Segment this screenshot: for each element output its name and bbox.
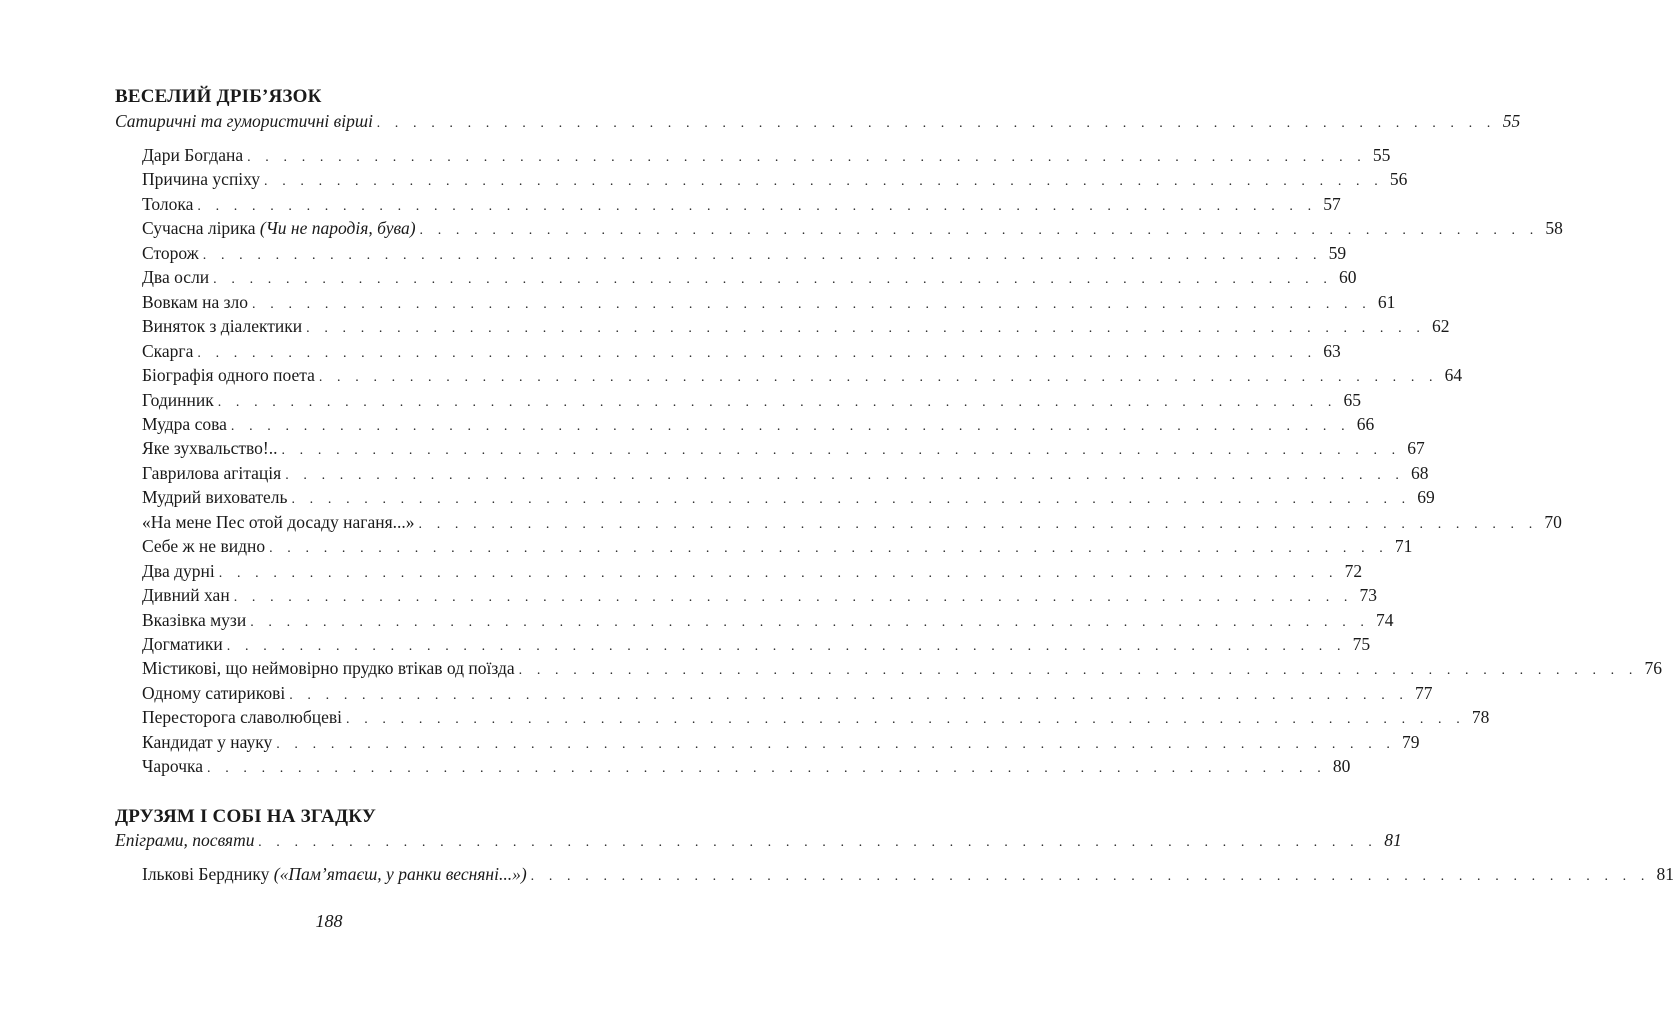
- dot-leader: . . . . . . . . . . . . . . . . . . . . . . . . . . . . . . . . . . . . . . . . . . . . . . . . . . . . . . . . . . . . . .: [264, 174, 1384, 190]
- dot-leader: . . . . . . . . . . . . . . . . . . . . . . . . . . . . . . . . . . . . . . . . . . . . . . . . . . . . . . . . . . . . . .: [530, 869, 1650, 884]
- entry-title: Два осли: [142, 267, 210, 288]
- dot-leader: . . . . . . . . . . . . . . . . . . . . . . . . . . . . . . . . . . . . . . . . . . . . . . . . . . . . . . . . . . . . . .: [269, 541, 1389, 557]
- page-ref: 67: [1407, 438, 1425, 459]
- page-ref: 60: [1338, 267, 1357, 288]
- page-ref: 66: [1356, 413, 1375, 434]
- toc-entry: [142, 242, 1347, 267]
- section-title-cheerful-trifle: ВЕСЕЛИЙ ДРІБ’ЯЗОК: [115, 86, 322, 107]
- page-ref: 55: [1372, 145, 1391, 165]
- toc-entry: [142, 536, 1413, 560]
- dot-leader: . . . . . . . . . . . . . . . . . . . . . . . . . . . . . . . . . . . . . . . . . . . . . . . . . . . . . . . . . . . . . .: [197, 345, 1317, 361]
- entry-title: Годинник: [142, 389, 214, 410]
- toc-entry: [142, 511, 1562, 536]
- toc-entry: [142, 291, 1396, 316]
- entry-note: («Пам’ятаєш, у ранки весняні...»): [273, 864, 527, 884]
- toc-entry: [142, 585, 1378, 609]
- toc-entry: [142, 756, 1351, 780]
- dot-leader: . . . . . . . . . . . . . . . . . . . . . . . . . . . . . . . . . . . . . . . . . . . . . . . . . . . . . . . . . . . . . .: [247, 150, 1367, 165]
- toc-entry: [142, 193, 1341, 218]
- entry-title: Вказівка музи: [142, 609, 247, 630]
- page-number: 188: [315, 911, 343, 931]
- entry-note: (Чи не пародія, бува): [259, 218, 416, 239]
- dot-leader: . . . . . . . . . . . . . . . . . . . . . . . . . . . . . . . . . . . . . . . . . . . . . . . . . . . . . . . . . . . . . .: [226, 639, 1347, 654]
- toc-entry: [142, 389, 1362, 414]
- page-ref: 72: [1344, 560, 1363, 581]
- page-ref: 69: [1417, 487, 1435, 508]
- page-ref: 65: [1343, 389, 1362, 410]
- toc-entry: [142, 340, 1341, 365]
- dot-leader: . . . . . . . . . . . . . . . . . . . . . . . . . . . . . . . . . . . . . . . . . . . . . . . . . . . . . . . . . . . . . .: [285, 467, 1405, 483]
- dot-leader: . . . . . . . . . . . . . . . . . . . . . . . . . . . . . . . . . . . . . . . . . . . . . . . . . . . . . . . . . . . . . .: [419, 223, 1539, 239]
- entry-title: Виняток з діалектики: [142, 316, 303, 337]
- entry-title: Кандидат у науку: [142, 731, 273, 752]
- toc-entry: [142, 267, 1357, 291]
- entry-title: Гаврилова агітація: [142, 462, 282, 483]
- toc-entry: [142, 145, 1391, 169]
- dot-leader: . . . . . . . . . . . . . . . . . . . . . . . . . . . . . . . . . . . . . . . . . . . . . . . . . . . . . . . . . . . . . .: [291, 492, 1411, 508]
- entry-title: Вовкам на зло: [142, 291, 249, 312]
- entry-title: Два дурні: [142, 560, 215, 581]
- dot-leader: . . . . . . . . . . . . . . . . . . . . . . . . . . . . . . . . . . . . . . . . . . . . . . . . . . . . . . . . . . . . . .: [230, 418, 1351, 434]
- entry-title: Дари Богдана: [142, 145, 244, 165]
- entry-title: Одному сатирикові: [142, 682, 286, 703]
- dot-leader: . . . . . . . . . . . . . . . . . . . . . . . . . . . . . . . . . . . . . . . . . . . . . . . . . . . . . . . . . . . . . .: [518, 663, 1638, 679]
- dot-leader: . . . . . . . . . . . . . . . . . . . . . . . . . . . . . . . . . . . . . . . . . . . . . . . . . . . . . . . . . . . . . .: [252, 296, 1372, 312]
- page-ref: 71: [1394, 536, 1413, 557]
- page-ref: 78: [1471, 707, 1490, 728]
- page-ref: 62: [1431, 316, 1450, 337]
- subheading-text: Епіграми, посвяти: [115, 830, 255, 850]
- toc-entry: [142, 658, 1662, 682]
- page-ref: 68: [1411, 462, 1429, 483]
- toc-entry: [142, 682, 1433, 707]
- toc-entry: [142, 438, 1425, 462]
- page-ref: 64: [1444, 365, 1463, 386]
- toc-entry: [142, 365, 1463, 389]
- entry-title: Мудра сова: [142, 413, 227, 434]
- dot-leader: . . . . . . . . . . . . . . . . . . . . . . . . . . . . . . . . . . . . . . . . . . . . . . . . . . . . . . . . . . . . . .: [197, 198, 1317, 214]
- dot-leader: . . . . . . . . . . . . . . . . . . . . . . . . . . . . . . . . . . . . . . . . . . . . . . . . . . . . . . . . . . . . . .: [306, 321, 1426, 337]
- page-ref: 56: [1389, 169, 1408, 190]
- entry-title: Причина успіху: [142, 169, 261, 190]
- entry-title: Скарга: [142, 340, 194, 361]
- section-title-for-friends: ДРУЗЯМ І СОБІ НА ЗГАДКУ: [115, 806, 376, 827]
- toc-entry: [142, 634, 1371, 658]
- dot-leader: . . . . . . . . . . . . . . . . . . . . . . . . . . . . . . . . . . . . . . . . . . . . . . . . . . . . . . . . . . . . . .: [218, 565, 1339, 581]
- entry-title: Чарочка: [142, 756, 203, 777]
- toc-entry: [142, 218, 1563, 242]
- dot-leader: . . . . . . . . . . . . . . . . . . . . . . . . . . . . . . . . . . . . . . . . . . . . . . . . . . . . . . . . . . . . . .: [233, 590, 1354, 606]
- page-ref: 75: [1352, 634, 1371, 654]
- entry-title: Себе ж не видно: [142, 536, 266, 557]
- page-ref: 70: [1544, 511, 1562, 532]
- toc-entry: [142, 462, 1429, 487]
- entry-title: Пересторога славолюбцеві: [142, 707, 343, 728]
- page-ref: 74: [1376, 609, 1394, 630]
- toc-entry: [142, 560, 1363, 585]
- dot-leader: . . . . . . . . . . . . . . . . . . . . . . . . . . . . . . . . . . . . . . . . . . . . . . . . . . . . . . . . . . . . . .: [318, 370, 1439, 386]
- subheading-text: Сатиричні та гумористичні вірші: [115, 111, 373, 131]
- page-ref: 57: [1323, 193, 1341, 214]
- entry-title: Сторож: [142, 242, 199, 263]
- entry-title: Дивний хан: [142, 585, 230, 606]
- entry-title: Сучасна лірика (Чи не пародія, бува): [142, 218, 416, 239]
- toc-entry: [142, 316, 1450, 340]
- toc-entry: [142, 707, 1490, 731]
- page-ref: 81: [1656, 864, 1674, 884]
- dot-leader: . . . . . . . . . . . . . . . . . . . . . . . . . . . . . . . . . . . . . . . . . . . . . . . . . . . . . . . . . . . . . .: [376, 116, 1497, 131]
- toc-entry: [142, 731, 1420, 756]
- toc-entry: [142, 413, 1375, 438]
- page-ref: 63: [1323, 340, 1341, 361]
- page-ref: 61: [1377, 291, 1396, 312]
- page-ref: 80: [1332, 756, 1351, 777]
- entry-title: Ількові Берднику («Пам’ятаєш, у ранки весняні...»): [142, 864, 527, 884]
- entry-title: Біографія одного поета: [142, 365, 315, 386]
- dot-leader: . . . . . . . . . . . . . . . . . . . . . . . . . . . . . . . . . . . . . . . . . . . . . . . . . . . . . . . . . . . . . .: [202, 247, 1323, 263]
- page-ref: 76: [1644, 658, 1662, 679]
- entry-title: Мудрий вихователь: [142, 487, 288, 508]
- dot-leader: . . . . . . . . . . . . . . . . . . . . . . . . . . . . . . . . . . . . . . . . . . . . . . . . . . . . . . . . . . . . . .: [346, 712, 1466, 728]
- page-ref: 59: [1328, 242, 1347, 263]
- dot-leader: . . . . . . . . . . . . . . . . . . . . . . . . . . . . . . . . . . . . . . . . . . . . . . . . . . . . . . . . . . . . . .: [250, 614, 1370, 630]
- page-ref: 81: [1384, 830, 1402, 850]
- dot-leader: . . . . . . . . . . . . . . . . . . . . . . . . . . . . . . . . . . . . . . . . . . . . . . . . . . . . . . . . . . . . . .: [207, 761, 1327, 777]
- dot-leader: . . . . . . . . . . . . . . . . . . . . . . . . . . . . . . . . . . . . . . . . . . . . . . . . . . . . . . . . . . . . . .: [258, 835, 1378, 850]
- toc-entry: [142, 487, 1435, 511]
- page-ref: 73: [1359, 585, 1378, 606]
- subheading-satirical-poems: [115, 111, 1521, 135]
- entry-title: «На мене Пес отой досаду наганя...»: [142, 511, 415, 532]
- dot-leader: . . . . . . . . . . . . . . . . . . . . . . . . . . . . . . . . . . . . . . . . . . . . . . . . . . . . . . . . . . . . . .: [276, 736, 1396, 752]
- toc-entry: [142, 609, 1394, 634]
- entry-title: Догматики: [142, 634, 223, 654]
- dot-leader: . . . . . . . . . . . . . . . . . . . . . . . . . . . . . . . . . . . . . . . . . . . . . . . . . . . . . . . . . . . . . .: [217, 394, 1338, 410]
- toc-entry: [142, 169, 1408, 193]
- page-ref: 58: [1545, 218, 1563, 239]
- subheading-epigrams: [115, 830, 1402, 854]
- dot-leader: . . . . . . . . . . . . . . . . . . . . . . . . . . . . . . . . . . . . . . . . . . . . . . . . . . . . . . . . . . . . . .: [289, 687, 1409, 703]
- entry-title: Містикові, що неймовірно прудко втікав од поїзда: [142, 658, 515, 679]
- entry-title: Толока: [142, 193, 194, 214]
- dot-leader: . . . . . . . . . . . . . . . . . . . . . . . . . . . . . . . . . . . . . . . . . . . . . . . . . . . . . . . . . . . . . .: [418, 516, 1538, 532]
- page-ref: 55: [1502, 111, 1521, 131]
- dot-leader: . . . . . . . . . . . . . . . . . . . . . . . . . . . . . . . . . . . . . . . . . . . . . . . . . . . . . . . . . . . . . .: [281, 443, 1401, 459]
- entry-title: Яке зухвальство!..: [142, 438, 278, 459]
- page-ref: 77: [1415, 682, 1433, 703]
- page-ref: 79: [1402, 731, 1420, 752]
- dot-leader: . . . . . . . . . . . . . . . . . . . . . . . . . . . . . . . . . . . . . . . . . . . . . . . . . . . . . . . . . . . . . .: [213, 272, 1333, 288]
- toc-entry: [142, 864, 1674, 888]
